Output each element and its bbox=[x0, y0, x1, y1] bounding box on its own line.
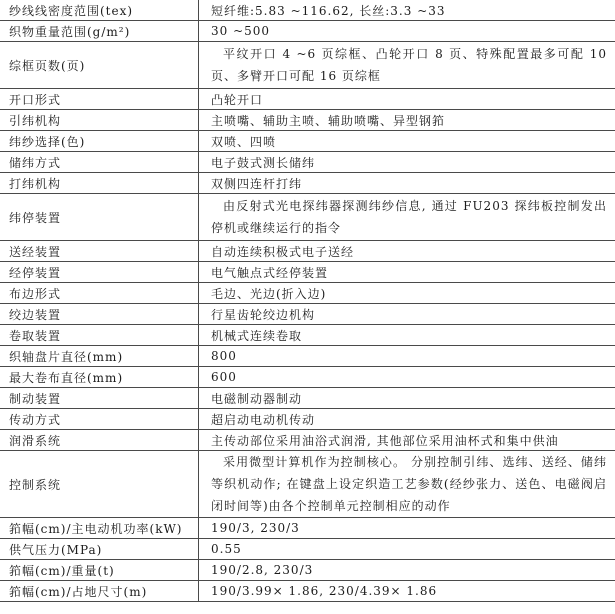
spec-label: 经停装置 bbox=[0, 262, 199, 283]
spec-row bbox=[0, 110, 615, 131]
spec-row bbox=[0, 539, 615, 560]
spec-row bbox=[0, 409, 615, 430]
spec-row bbox=[0, 304, 615, 325]
spec-value: 190/2.8, 230/3 bbox=[199, 560, 615, 581]
spec-label: 传动方式 bbox=[0, 409, 199, 430]
spec-row bbox=[0, 560, 615, 581]
spec-row bbox=[0, 241, 615, 262]
spec-label: 布边形式 bbox=[0, 283, 199, 304]
spec-value: 800 bbox=[199, 346, 615, 367]
spec-value: 主传动部位采用油浴式润滑, 其他部位采用油杯式和集中供油 bbox=[199, 430, 615, 451]
spec-row bbox=[0, 0, 615, 21]
spec-label: 开口形式 bbox=[0, 89, 199, 110]
spec-value: 自动连续积极式电子送经 bbox=[199, 241, 615, 262]
spec-row bbox=[0, 451, 615, 518]
spec-value: 30 ~500 bbox=[199, 21, 615, 42]
spec-value: 190/3.99× 1.86, 230/4.39× 1.86 bbox=[199, 581, 615, 602]
spec-row bbox=[0, 42, 615, 89]
spec-label: 供气压力(MPa) bbox=[0, 539, 199, 560]
spec-row bbox=[0, 346, 615, 367]
spec-label: 筘幅(cm)/主电动机功率(kW) bbox=[0, 518, 199, 539]
spec-value: 毛边、光边(折入边) bbox=[199, 283, 615, 304]
spec-value: 机械式连续卷取 bbox=[199, 325, 615, 346]
spec-row bbox=[0, 430, 615, 451]
spec-label: 卷取装置 bbox=[0, 325, 199, 346]
spec-value: 平纹开口 4 ~6 页综框、凸轮开口 8 页、特殊配置最多可配 10 页、多臂开口可配 16 页综框 bbox=[199, 42, 615, 89]
spec-row bbox=[0, 388, 615, 409]
spec-label: 织物重量范围(g/m²) bbox=[0, 21, 199, 42]
spec-row bbox=[0, 367, 615, 388]
spec-value: 行星齿轮绞边机构 bbox=[199, 304, 615, 325]
spec-value: 电磁制动器制动 bbox=[199, 388, 615, 409]
spec-label: 织轴盘片直径(mm) bbox=[0, 346, 199, 367]
spec-label: 筘幅(cm)/占地尺寸(m) bbox=[0, 581, 199, 602]
spec-value: 双喷、四喷 bbox=[199, 131, 615, 152]
spec-label: 制动装置 bbox=[0, 388, 199, 409]
spec-label: 筘幅(cm)/重量(t) bbox=[0, 560, 199, 581]
spec-row bbox=[0, 325, 615, 346]
spec-row bbox=[0, 581, 615, 602]
spec-row bbox=[0, 21, 615, 42]
spec-label: 打纬机构 bbox=[0, 173, 199, 194]
spec-label: 综框页数(页) bbox=[0, 42, 199, 89]
spec-row bbox=[0, 173, 615, 194]
spec-value: 0.55 bbox=[199, 539, 615, 560]
spec-label: 纱线线密度范围(tex) bbox=[0, 0, 199, 21]
spec-label: 送经装置 bbox=[0, 241, 199, 262]
spec-value: 600 bbox=[199, 367, 615, 388]
spec-row bbox=[0, 194, 615, 241]
spec-label: 纬停装置 bbox=[0, 194, 199, 241]
spec-value: 190/3, 230/3 bbox=[199, 518, 615, 539]
spec-row bbox=[0, 262, 615, 283]
spec-value: 采用微型计算机作为控制核心。 分别控制引纬、选纬、送经、储纬等织机动作; 在键盘上设定织造工艺参数(经纱张力、送色、电磁阀启闭时间等)由各个控制单元控制相应的动作 bbox=[199, 451, 615, 518]
spec-value: 超启动电动机传动 bbox=[199, 409, 615, 430]
spec-label: 最大卷布直径(mm) bbox=[0, 367, 199, 388]
spec-value: 双侧四连杆打纬 bbox=[199, 173, 615, 194]
spec-value: 电子鼓式测长储纬 bbox=[199, 152, 615, 173]
spec-label: 润滑系统 bbox=[0, 430, 199, 451]
spec-label: 纬纱选择(色) bbox=[0, 131, 199, 152]
spec-value: 电气触点式经停装置 bbox=[199, 262, 615, 283]
spec-value: 短纤维:5.83 ~116.62, 长丝:3.3 ~33 bbox=[199, 0, 615, 21]
spec-label: 控制系统 bbox=[0, 451, 199, 518]
spec-row bbox=[0, 518, 615, 539]
spec-row bbox=[0, 152, 615, 173]
spec-label: 引纬机构 bbox=[0, 110, 199, 131]
spec-row bbox=[0, 131, 615, 152]
spec-row bbox=[0, 283, 615, 304]
spec-value: 主喷嘴、辅助主喷、辅助喷嘴、异型钢筘 bbox=[199, 110, 615, 131]
spec-row bbox=[0, 89, 615, 110]
spec-value: 由反射式光电探纬器探测纬纱信息, 通过 FU203 探纬板控制发出停机或继续运行的指令 bbox=[199, 194, 615, 241]
spec-value: 凸轮开口 bbox=[199, 89, 615, 110]
spec-label: 绞边装置 bbox=[0, 304, 199, 325]
spec-label: 储纬方式 bbox=[0, 152, 199, 173]
